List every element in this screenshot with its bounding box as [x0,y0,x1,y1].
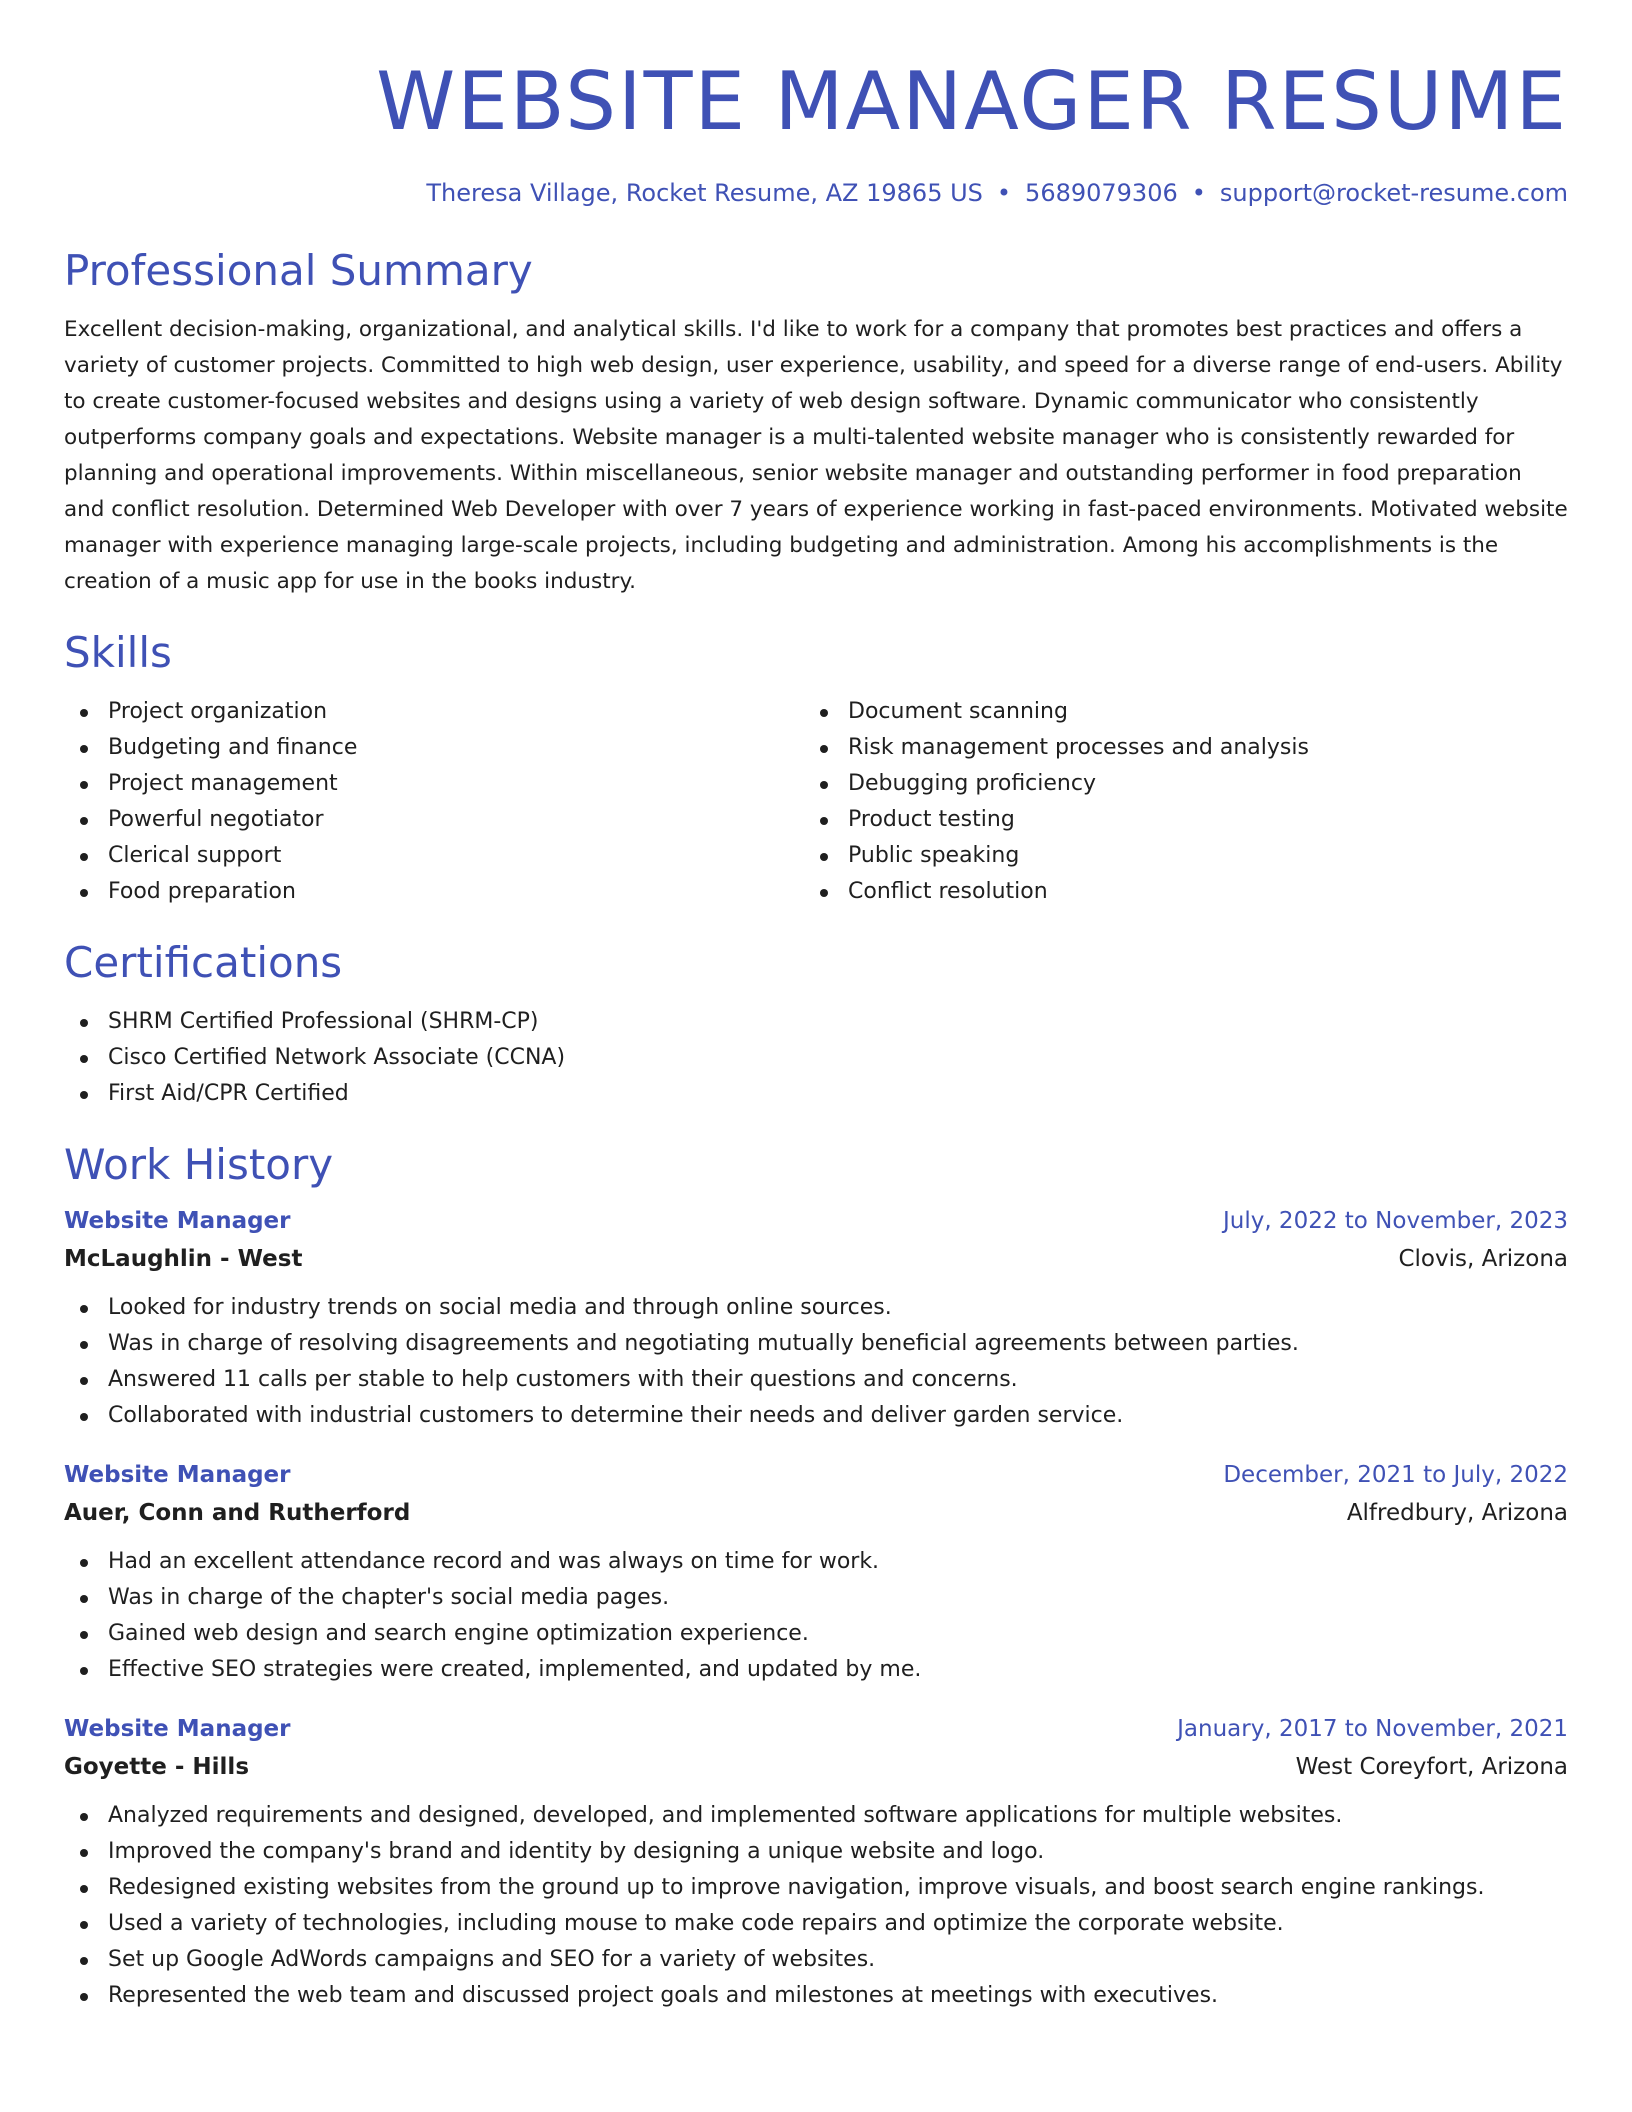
contact-address: Theresa Village, Rocket Resume, AZ 19865 US [426,179,983,207]
skills-list-left [64,694,804,910]
job-company: McLaughlin - West [64,1246,303,1272]
job-dates: July, 2022 to November, 2023 [1222,1208,1568,1234]
skill-item: Clerical support [64,838,804,874]
job-bullet: Represented the web team and discussed project goals and milestones at meetings with executives. [64,1978,1568,2014]
skill-item: Project organization [64,694,804,730]
work-history-heading: Work History [64,1140,334,1189]
certifications-list [64,1004,1568,1112]
job-bullet: Gained web design and search engine optimization experience. [64,1616,1568,1652]
job-bullet: Analyzed requirements and designed, developed, and implemented software applications for multiple websites. [64,1798,1568,1834]
contact-separator: • [1191,179,1206,207]
job-dates: December, 2021 to July, 2022 [1223,1462,1568,1488]
job-entry [64,1202,1568,1434]
job-title-row [64,1710,1568,1748]
skill-item: Powerful negotiator [64,802,804,838]
job-bullet: Was in charge of resolving disagreements and negotiating mutually beneficial agreements between parties. [64,1326,1568,1362]
summary-heading: Professional Summary [64,246,533,295]
job-bullet: Redesigned existing websites from the ground up to improve navigation, improve visuals, and boost search engine rankings. [64,1870,1568,1906]
skills-heading: Skills [64,628,172,677]
job-company-row [64,1748,1568,1786]
job-bullets [64,1798,1568,2014]
job-location: Clovis, Arizona [1398,1246,1568,1272]
contact-separator: • [996,179,1012,207]
job-dates: January, 2017 to November, 2021 [1177,1716,1568,1742]
summary-section [64,244,1568,600]
job-bullet: Effective SEO strategies were created, implemented, and updated by me. [64,1652,1568,1688]
job-bullet: Improved the company's brand and identity by designing a unique website and logo. [64,1834,1568,1870]
job-bullet: Looked for industry trends on social media and through online sources. [64,1290,1568,1326]
job-title-row [64,1202,1568,1240]
skill-item: Product testing [804,802,1544,838]
certifications-section [64,936,1568,1112]
skills-section [64,626,1568,910]
skill-item: Conflict resolution [804,874,1544,910]
skill-item: Food preparation [64,874,804,910]
job-bullets [64,1290,1568,1434]
skill-item: Risk management processes and analysis [804,730,1544,766]
skill-item: Debugging proficiency [804,766,1544,802]
certifications-heading: Certifications [64,938,343,987]
skill-item: Public speaking [804,838,1544,874]
certification-item: Cisco Certified Network Associate (CCNA) [64,1040,1568,1076]
skills-list-right [804,694,1544,910]
job-company-row [64,1240,1568,1278]
job-bullet: Was in charge of the chapter's social media pages. [64,1580,1568,1616]
job-bullet: Used a variety of technologies, including mouse to make code repairs and optimize the corporate website. [64,1906,1568,1942]
contact-phone: 5689079306 [1025,179,1178,207]
certification-item: First Aid/CPR Certified [64,1076,1568,1112]
certification-item: SHRM Certified Professional (SHRM-CP) [64,1004,1568,1040]
skill-item: Document scanning [804,694,1544,730]
job-title: Website Manager [64,1462,291,1488]
skill-item: Project management [64,766,804,802]
job-company: Goyette - Hills [64,1754,250,1780]
job-entry [64,1456,1568,1688]
job-location: Alfredbury, Arizona [1346,1500,1568,1526]
resume-title: WEBSITE MANAGER RESUME [376,55,1568,148]
contact-line [64,176,1568,210]
job-title: Website Manager [64,1716,291,1742]
contact-email[interactable]: support@rocket-resume.com [1219,179,1568,207]
job-bullet: Had an excellent attendance record and was always on time for work. [64,1544,1568,1580]
job-entry [64,1710,1568,2014]
job-bullet: Answered 11 calls per stable to help customers with their questions and concerns. [64,1362,1568,1398]
job-bullets [64,1544,1568,1688]
job-title: Website Manager [64,1208,291,1234]
resume-header [64,46,1568,210]
job-location: West Coreyfort, Arizona [1295,1754,1568,1780]
job-company: Auer, Conn and Rutherford [64,1500,411,1526]
summary-text: Excellent decision-making, organizational, and analytical skills. I'd like to work for a company that promotes best practices and offers a variety of customer projects. Committed to high web design, user experience, usability, and speed for a diverse range of end-users. Ability to create customer-focused websites and designs using a variety of web design software. Dynamic communicator who consistently outperforms company goals and expectations. Website manager is a multi-talented website manager who is consistently rewarded for planning and operational improvements. Within miscellaneous, senior website manager and outstanding performer in food preparation and conflict resolution. Determined Web Developer with over 7 years of experience working in fast-paced environments. Motivated website manager with experience managing large-scale projects, including budgeting and administration. Among his accomplishments is the creation of a music app for use in the books industry. [64,317,1568,594]
skill-item: Budgeting and finance [64,730,804,766]
job-company-row [64,1494,1568,1532]
skills-grid [64,694,1568,910]
job-title-row [64,1456,1568,1494]
work-history-section [64,1138,1568,2014]
job-bullet: Set up Google AdWords campaigns and SEO for a variety of websites. [64,1942,1568,1978]
job-bullet: Collaborated with industrial customers to determine their needs and deliver garden service. [64,1398,1568,1434]
